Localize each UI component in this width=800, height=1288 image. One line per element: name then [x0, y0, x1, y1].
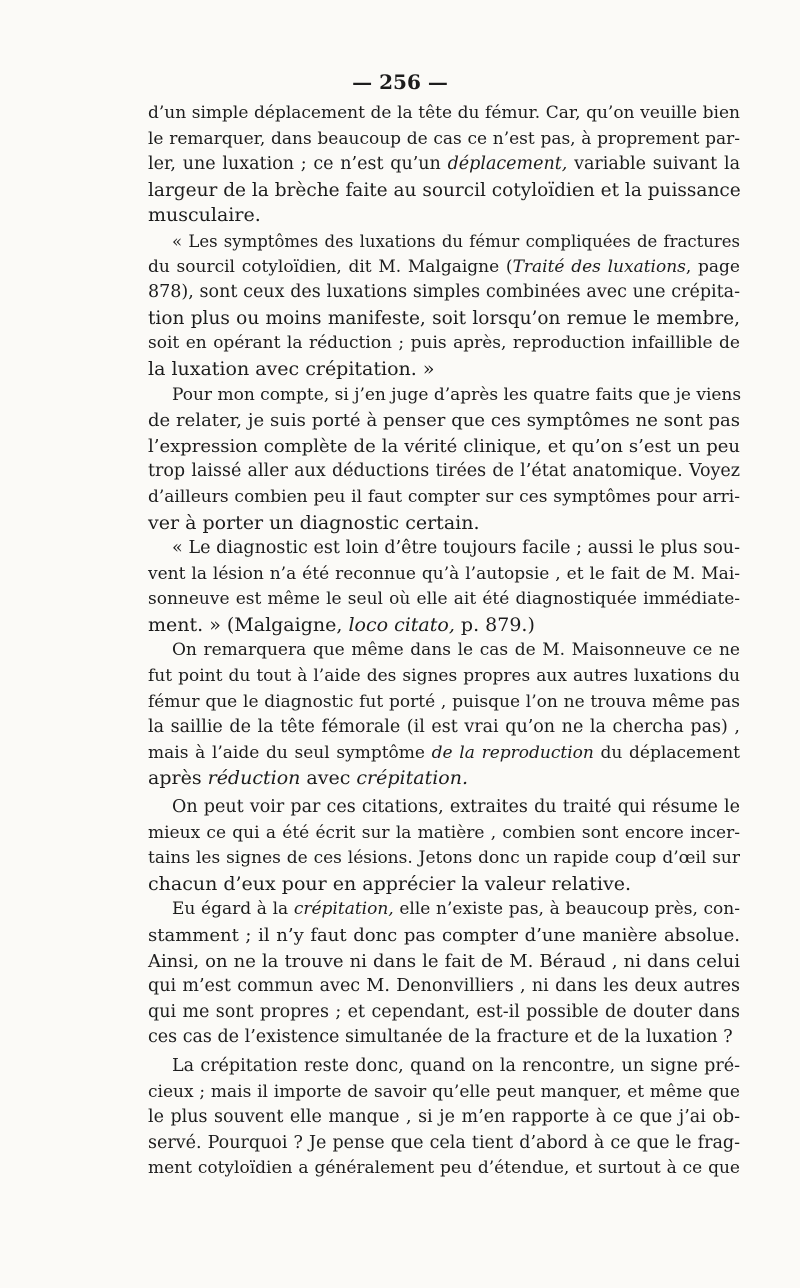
text-segment: p. 879.) — [454, 613, 535, 636]
text-line — [148, 229, 740, 255]
text-segment: stamment ; il n’y faut donc pas compter d’une manière absolue. — [148, 925, 740, 946]
text-segment: fémur que le diagnostic fut porté , puisque l’on ne trouva même pas — [148, 691, 740, 712]
text-line — [148, 255, 740, 281]
text-line — [148, 741, 740, 767]
text-line — [148, 485, 740, 511]
text-segment: 878), sont ceux des luxations simples combinées avec une crépita- — [148, 282, 740, 303]
text-segment: vent la lésion n’a été reconnue qu’à l’autopsie , et le fait de M. Mai- — [148, 563, 740, 584]
text-segment: trop laissé aller aux déductions tirées de l’état anatomique. Voyez — [148, 461, 740, 482]
page-number: — 256 — — [352, 70, 448, 94]
text-line — [148, 408, 740, 434]
italic-text: Traité des luxations — [512, 256, 686, 277]
text-line — [148, 1080, 740, 1106]
body-text — [148, 101, 740, 1182]
text-segment: sonneuve est même le seul où elle ait été diagnostiquée immédiate- — [148, 589, 740, 610]
text-line — [148, 766, 740, 792]
text-line — [148, 949, 740, 975]
text-segment: la luxation avec crépitation. » — [148, 357, 435, 380]
text-segment: elle n’existe pas, à beaucoup près, con- — [393, 899, 740, 920]
text-segment: La crépitation reste donc, quand on la rencontre, un signe pré- — [172, 1055, 740, 1076]
text-line — [148, 101, 740, 127]
italic-text: déplacement, — [447, 154, 568, 175]
text-line — [148, 306, 740, 332]
text-line — [148, 357, 740, 383]
text-line — [148, 280, 740, 306]
text-segment: Eu égard à la — [172, 899, 294, 920]
text-segment: mais à l’aide du seul symptôme — [148, 742, 432, 763]
text-line — [148, 795, 740, 821]
text-line — [148, 715, 740, 741]
italic-text: de la reproduction — [431, 742, 594, 763]
text-line — [148, 1156, 740, 1182]
italic-text: crépitation. — [356, 767, 469, 790]
text-segment: largeur de la brèche faite au sourcil cotyloïdien et la puissance — [148, 179, 741, 201]
text-segment: d’un simple déplacement de la tête du fémur. Car, qu’on veuille bien — [148, 103, 740, 123]
text-segment: Ainsi, on ne la trouve ni dans le fait de M. Béraud , ni dans celui — [148, 950, 740, 972]
italic-text: loco citato, — [348, 613, 455, 636]
text-segment: tains les signes de ces lésions. Jetons donc un rapide coup d’œil sur — [148, 848, 740, 869]
text-segment: musculaire. — [148, 204, 261, 227]
text-line — [148, 562, 740, 588]
text-segment: On peut voir par ces citations, extraites du traité qui résume le — [172, 797, 740, 818]
text-line — [148, 434, 740, 460]
text-line — [148, 178, 740, 204]
text-segment: ment cotyloïdien a généralement peu d’étendue, et surtout à ce que — [148, 1158, 740, 1179]
text-line — [148, 846, 740, 872]
text-segment: mieux ce qui a été écrit sur la matière , combien sont encore incer- — [148, 822, 740, 843]
text-line — [148, 511, 740, 537]
text-line — [148, 1131, 740, 1157]
text-segment: , page — [685, 256, 740, 277]
text-line — [148, 1105, 740, 1131]
text-segment: chacun d’eux pour en apprécier la valeur relative. — [148, 872, 631, 895]
italic-text: crépitation, — [293, 899, 394, 920]
text-segment: Pour mon compte, si j’en juge d’après les quatre faits que je viens — [172, 384, 742, 405]
text-segment: cieux ; mais il importe de savoir qu’elle peut manquer, et même que — [148, 1081, 740, 1102]
text-line — [148, 1025, 740, 1051]
text-line — [148, 638, 740, 664]
text-segment: variable suivant la — [567, 154, 740, 175]
text-segment: qui m’est commun avec M. Denonvilliers , ni dans les deux autres — [148, 976, 740, 997]
text-segment: servé. Pourquoi ? Je pense que cela tient d’abord à ce que le frag- — [148, 1132, 740, 1153]
text-line — [148, 664, 740, 690]
text-line — [148, 203, 740, 229]
text-line — [148, 1000, 740, 1026]
text-line — [148, 152, 740, 178]
text-segment: le plus souvent elle manque , si je m’en rapporte à ce que j’ai ob- — [148, 1107, 740, 1128]
text-segment: ver à porter un diagnostic certain. — [148, 511, 480, 534]
text-line — [148, 897, 740, 923]
text-segment: la saillie de la tête fémorale (il est vrai qu’on ne la chercha pas) , — [148, 717, 740, 738]
text-segment: après — [148, 767, 208, 790]
text-line — [148, 1054, 740, 1080]
text-line — [148, 587, 740, 613]
text-segment: qui me sont propres ; et cependant, est-il possible de douter dans — [148, 1001, 740, 1022]
text-segment: On remarquera que même dans le cas de M. Maisonneuve ce ne — [172, 640, 740, 661]
text-line — [148, 974, 740, 1000]
text-segment: tion plus ou moins manifeste, soit lorsqu’on remue le membre, — [148, 307, 740, 329]
text-segment: du sourcil cotyloïdien, dit M. Malgaigne ( — [148, 256, 513, 277]
text-segment: ces cas de l’existence simultanée de la fracture et de la luxation ? — [148, 1027, 733, 1048]
text-line — [148, 383, 740, 409]
text-segment: d’ailleurs combien peu il faut compter sur ces symptômes pour arri- — [148, 486, 740, 507]
text-line — [148, 613, 740, 639]
text-segment: ment. » (Malgaigne, — [148, 613, 349, 636]
text-segment: du déplacement — [593, 742, 740, 763]
text-segment: « Le diagnostic est loin d’être toujours facile ; aussi le plus sou- — [172, 538, 740, 559]
italic-text: réduction — [207, 767, 301, 790]
text-line — [148, 821, 740, 847]
text-segment: avec — [300, 767, 357, 790]
text-segment: de relater, je suis porté à penser que ces symptômes ne sont pas — [148, 410, 740, 432]
text-segment: soit en opérant la réduction ; puis après, reproduction infaillible de — [148, 333, 740, 354]
text-line — [148, 127, 740, 153]
text-line — [148, 536, 740, 562]
text-line — [148, 923, 740, 949]
text-line — [148, 331, 740, 357]
text-line — [148, 459, 740, 485]
text-segment: l’expression complète de la vérité clinique, et qu’on s’est un peu — [148, 435, 740, 457]
text-segment: fut point du tout à l’aide des signes propres aux autres luxations du — [148, 666, 740, 687]
text-line — [148, 872, 740, 898]
text-segment: le remarquer, dans beaucoup de cas ce n’est pas, à proprement par- — [148, 128, 740, 149]
text-line — [148, 690, 740, 716]
text-segment: « Les symptômes des luxations du fémur compliquées de fractures — [172, 231, 740, 251]
text-segment: ler, une luxation ; ce n’est qu’un — [148, 154, 448, 175]
